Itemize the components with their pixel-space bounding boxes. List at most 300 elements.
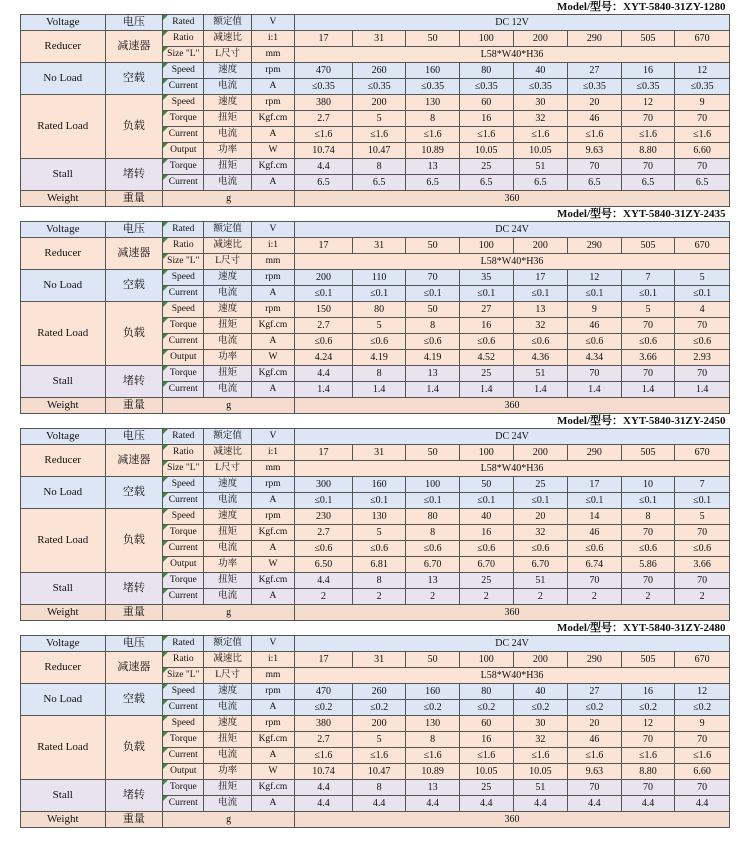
spec-table — [20, 0, 730, 207]
rated-speed-cell: 4 — [675, 302, 730, 318]
unit-label: rpm — [251, 302, 294, 318]
rated-torque-cell: 8 — [406, 525, 460, 541]
rated-torque-cell: 5 — [352, 525, 406, 541]
rated-current-cell: ≤1.6 — [459, 127, 513, 143]
param-label-zh: 功率 — [204, 764, 251, 780]
group-label: Weight — [21, 398, 106, 414]
rated-speed-cell: 130 — [406, 716, 460, 732]
noload-current-cell: ≤0.1 — [459, 493, 513, 509]
rated-speed-cell: 12 — [621, 95, 675, 111]
rated-output-cell: 6.50 — [295, 557, 353, 573]
noload-current-cell: ≤0.1 — [459, 286, 513, 302]
unit-label: A — [251, 796, 294, 812]
model-title: Model/型号：XYT-5840-31ZY-2480 — [21, 621, 730, 636]
rated-speed-cell: 40 — [459, 509, 513, 525]
rated-torque-cell: 16 — [459, 525, 513, 541]
weight-unit: g — [163, 191, 295, 207]
param-label-zh: 速度 — [204, 63, 251, 79]
param-label: Rated — [163, 429, 204, 445]
noload-speed-cell: 100 — [406, 477, 460, 493]
rated-torque-cell: 2.7 — [295, 525, 353, 541]
size-value: L58*W40*H36 — [295, 254, 730, 270]
stall-current-cell: 1.4 — [513, 382, 568, 398]
unit-label: mm — [251, 461, 294, 477]
noload-current-cell: ≤0.35 — [295, 79, 353, 95]
group-label: Voltage — [21, 222, 106, 238]
noload-speed-cell: 80 — [459, 684, 513, 700]
param-label: Size "L" — [163, 254, 204, 270]
stall-torque-cell: 70 — [621, 573, 675, 589]
noload-speed-cell: 50 — [459, 477, 513, 493]
rated-output-cell: 10.05 — [459, 143, 513, 159]
rated-output-cell: 9.63 — [568, 764, 622, 780]
group-label: Weight — [21, 812, 106, 828]
param-label-zh: 电流 — [204, 541, 251, 557]
rated-output-cell: 10.05 — [459, 764, 513, 780]
unit-label: A — [251, 286, 294, 302]
unit-label: Kgf.cm — [251, 573, 294, 589]
group-label: Reducer — [21, 238, 106, 270]
param-label-zh: 扭矩 — [204, 525, 251, 541]
rated-speed-cell: 14 — [568, 509, 622, 525]
rated-output-cell: 10.47 — [352, 143, 406, 159]
ratio-cell: 290 — [568, 238, 622, 254]
group-label: Reducer — [21, 31, 106, 63]
stall-current-cell: 6.5 — [513, 175, 568, 191]
rated-output-cell: 10.47 — [352, 764, 406, 780]
param-label: Current — [163, 541, 204, 557]
noload-current-cell: ≤0.1 — [568, 493, 622, 509]
rated-output-cell: 10.89 — [406, 764, 460, 780]
rated-output-cell: 10.05 — [513, 764, 568, 780]
param-label-zh: L尺寸 — [204, 461, 251, 477]
unit-label: Kgf.cm — [251, 366, 294, 382]
param-label-zh: 速度 — [204, 684, 251, 700]
rated-speed-cell: 9 — [675, 95, 730, 111]
param-label-zh: 额定值 — [204, 15, 251, 31]
unit-label: A — [251, 127, 294, 143]
param-label: Current — [163, 796, 204, 812]
rated-speed-row — [21, 716, 730, 732]
rated-current-cell: ≤0.6 — [621, 541, 675, 557]
rated-torque-cell: 16 — [459, 111, 513, 127]
rated-torque-cell: 2.7 — [295, 318, 353, 334]
weight-unit: g — [163, 398, 295, 414]
stall-current-cell: 4.4 — [621, 796, 675, 812]
param-label: Current — [163, 748, 204, 764]
stall-torque-cell: 25 — [459, 573, 513, 589]
param-label: Torque — [163, 732, 204, 748]
spec-table — [20, 207, 730, 414]
stall-torque-cell: 13 — [406, 159, 460, 175]
noload-current-cell: ≤0.35 — [568, 79, 622, 95]
rated-current-cell: ≤0.6 — [568, 541, 622, 557]
noload-speed-cell: 80 — [459, 63, 513, 79]
group-label-zh: 重量 — [105, 605, 163, 621]
param-label: Current — [163, 286, 204, 302]
stall-current-cell: 2 — [406, 589, 460, 605]
rated-torque-cell: 70 — [621, 111, 675, 127]
unit-label: i:1 — [251, 445, 294, 461]
unit-label: rpm — [251, 509, 294, 525]
unit-label: W — [251, 764, 294, 780]
noload-speed-cell: 12 — [675, 684, 730, 700]
ratio-cell: 505 — [621, 652, 675, 668]
voltage-row — [21, 15, 730, 31]
ratio-cell: 31 — [352, 445, 406, 461]
stall-torque-cell: 8 — [352, 159, 406, 175]
noload-speed-cell: 35 — [459, 270, 513, 286]
group-label-zh: 堵转 — [105, 366, 163, 398]
param-label-zh: 电流 — [204, 748, 251, 764]
model-title: Model/型号：XYT-5840-31ZY-1280 — [21, 0, 730, 15]
param-label: Size "L" — [163, 47, 204, 63]
rated-speed-cell: 200 — [352, 95, 406, 111]
param-label-zh: 电流 — [204, 79, 251, 95]
param-label-zh: 减速比 — [204, 652, 251, 668]
group-label: Stall — [21, 780, 106, 812]
ratio-cell: 100 — [459, 445, 513, 461]
model-title: Model/型号：XYT-5840-31ZY-2450 — [21, 414, 730, 429]
stall-torque-cell: 70 — [568, 573, 622, 589]
rated-torque-cell: 2.7 — [295, 732, 353, 748]
noload-speed-cell: 16 — [621, 63, 675, 79]
rated-torque-cell: 5 — [352, 111, 406, 127]
rated-speed-row — [21, 95, 730, 111]
param-label-zh: 电流 — [204, 175, 251, 191]
ratio-cell: 670 — [675, 445, 730, 461]
stall-torque-cell: 70 — [621, 159, 675, 175]
noload-current-cell: ≤0.1 — [621, 493, 675, 509]
size-value: L58*W40*H36 — [295, 47, 730, 63]
rated-torque-cell: 32 — [513, 732, 568, 748]
group-label: Voltage — [21, 15, 106, 31]
param-label-zh: 扭矩 — [204, 780, 251, 796]
param-label-zh: 电流 — [204, 700, 251, 716]
stall-torque-cell: 25 — [459, 366, 513, 382]
ratio-cell: 50 — [406, 31, 460, 47]
unit-label: Kgf.cm — [251, 780, 294, 796]
stall-torque-row — [21, 780, 730, 796]
group-label: Weight — [21, 605, 106, 621]
rated-output-cell: 10.89 — [406, 143, 460, 159]
rated-speed-row — [21, 302, 730, 318]
unit-label: rpm — [251, 684, 294, 700]
noload-current-cell: ≤0.35 — [406, 79, 460, 95]
param-label-zh: L尺寸 — [204, 47, 251, 63]
group-label-zh: 电压 — [105, 429, 163, 445]
noload-speed-cell: 12 — [675, 63, 730, 79]
rated-speed-cell: 27 — [459, 302, 513, 318]
rated-current-cell: ≤0.6 — [513, 541, 568, 557]
rated-torque-cell: 70 — [621, 732, 675, 748]
param-label-zh: L尺寸 — [204, 254, 251, 270]
noload-speed-cell: 40 — [513, 63, 568, 79]
stall-torque-cell: 51 — [513, 159, 568, 175]
rated-current-cell: ≤0.6 — [406, 541, 460, 557]
noload-current-cell: ≤0.1 — [295, 493, 353, 509]
param-label: Torque — [163, 573, 204, 589]
rated-speed-cell: 13 — [513, 302, 568, 318]
group-label: No Load — [21, 63, 106, 95]
unit-label: W — [251, 557, 294, 573]
param-label: Torque — [163, 159, 204, 175]
group-label-zh: 减速器 — [105, 31, 163, 63]
param-label: Speed — [163, 95, 204, 111]
weight-unit: g — [163, 605, 295, 621]
rated-torque-cell: 70 — [621, 318, 675, 334]
rated-speed-cell: 9 — [675, 716, 730, 732]
noload-speed-row — [21, 684, 730, 700]
stall-torque-cell: 8 — [352, 366, 406, 382]
rated-output-cell: 4.24 — [295, 350, 353, 366]
rated-output-cell: 4.36 — [513, 350, 568, 366]
voltage-value: DC 24V — [295, 636, 730, 652]
rated-speed-cell: 130 — [352, 509, 406, 525]
rated-output-cell: 6.60 — [675, 143, 730, 159]
param-label: Ratio — [163, 238, 204, 254]
rated-current-cell: ≤1.6 — [352, 127, 406, 143]
weight-row — [21, 191, 730, 207]
param-label: Torque — [163, 318, 204, 334]
rated-torque-cell: 46 — [568, 318, 622, 334]
noload-speed-cell: 25 — [513, 477, 568, 493]
param-label-zh: 扭矩 — [204, 159, 251, 175]
param-label-zh: 电流 — [204, 493, 251, 509]
stall-current-cell: 4.4 — [513, 796, 568, 812]
param-label-zh: 扭矩 — [204, 573, 251, 589]
param-label-zh: 减速比 — [204, 31, 251, 47]
stall-torque-cell: 70 — [621, 366, 675, 382]
unit-label: Kgf.cm — [251, 159, 294, 175]
rated-speed-cell: 200 — [352, 716, 406, 732]
noload-speed-cell: 300 — [295, 477, 353, 493]
param-label: Ratio — [163, 31, 204, 47]
rated-output-cell: 10.74 — [295, 143, 353, 159]
param-label: Rated — [163, 15, 204, 31]
group-label-zh: 重量 — [105, 398, 163, 414]
noload-speed-cell: 200 — [295, 270, 353, 286]
ratio-cell: 200 — [513, 238, 568, 254]
rated-torque-cell: 5 — [352, 732, 406, 748]
stall-current-cell: 1.4 — [621, 382, 675, 398]
unit-label: i:1 — [251, 238, 294, 254]
rated-current-cell: ≤0.6 — [459, 334, 513, 350]
noload-current-cell: ≤0.35 — [675, 79, 730, 95]
noload-current-cell: ≤0.2 — [406, 700, 460, 716]
param-label-zh: 电流 — [204, 286, 251, 302]
spec-table — [20, 414, 730, 621]
noload-current-cell: ≤0.1 — [675, 286, 730, 302]
noload-current-cell: ≤0.2 — [568, 700, 622, 716]
rated-torque-cell: 8 — [406, 732, 460, 748]
group-label-zh: 负载 — [105, 509, 163, 573]
weight-value: 360 — [295, 605, 730, 621]
rated-current-cell: ≤1.6 — [675, 127, 730, 143]
ratio-cell: 200 — [513, 445, 568, 461]
param-label: Speed — [163, 477, 204, 493]
rated-speed-row — [21, 509, 730, 525]
param-label-zh: 速度 — [204, 302, 251, 318]
param-label: Rated — [163, 222, 204, 238]
rated-speed-cell: 380 — [295, 716, 353, 732]
rated-torque-cell: 8 — [406, 111, 460, 127]
unit-label: A — [251, 493, 294, 509]
ratio-cell: 31 — [352, 652, 406, 668]
unit-label: mm — [251, 47, 294, 63]
param-label-zh: 扭矩 — [204, 318, 251, 334]
rated-output-cell: 6.70 — [459, 557, 513, 573]
rated-output-cell: 6.70 — [513, 557, 568, 573]
noload-speed-cell: 7 — [621, 270, 675, 286]
rated-current-cell: ≤0.6 — [459, 541, 513, 557]
param-label: Current — [163, 127, 204, 143]
stall-current-cell: 1.4 — [406, 382, 460, 398]
rated-current-cell: ≤1.6 — [295, 748, 353, 764]
group-label-zh: 负载 — [105, 95, 163, 159]
rated-speed-cell: 12 — [621, 716, 675, 732]
rated-speed-cell: 150 — [295, 302, 353, 318]
param-label: Torque — [163, 366, 204, 382]
param-label: Speed — [163, 716, 204, 732]
rated-speed-cell: 60 — [459, 716, 513, 732]
stall-torque-cell: 70 — [675, 159, 730, 175]
rated-current-cell: ≤1.6 — [621, 127, 675, 143]
stall-current-cell: 6.5 — [352, 175, 406, 191]
weight-value: 360 — [295, 812, 730, 828]
param-label: Speed — [163, 270, 204, 286]
param-label: Current — [163, 79, 204, 95]
noload-speed-cell: 16 — [621, 684, 675, 700]
ratio-row — [21, 652, 730, 668]
param-label: Current — [163, 334, 204, 350]
rated-current-cell: ≤0.6 — [352, 334, 406, 350]
model-row — [21, 414, 730, 429]
ratio-cell: 50 — [406, 652, 460, 668]
unit-label: A — [251, 700, 294, 716]
stall-torque-cell: 13 — [406, 780, 460, 796]
param-label-zh: 电流 — [204, 382, 251, 398]
ratio-cell: 200 — [513, 31, 568, 47]
stall-current-cell: 6.5 — [675, 175, 730, 191]
rated-current-cell: ≤1.6 — [295, 127, 353, 143]
group-label: Rated Load — [21, 716, 106, 780]
noload-speed-cell: 470 — [295, 684, 353, 700]
stall-current-cell: 6.5 — [459, 175, 513, 191]
param-label-zh: L尺寸 — [204, 668, 251, 684]
stall-current-cell: 2 — [675, 589, 730, 605]
param-label-zh: 功率 — [204, 350, 251, 366]
stall-current-cell: 4.4 — [675, 796, 730, 812]
stall-torque-cell: 25 — [459, 780, 513, 796]
param-label: Speed — [163, 509, 204, 525]
stall-torque-cell: 4.4 — [295, 573, 353, 589]
rated-torque-cell: 70 — [621, 525, 675, 541]
group-label-zh: 电压 — [105, 222, 163, 238]
noload-speed-cell: 10 — [621, 477, 675, 493]
rated-torque-cell: 32 — [513, 318, 568, 334]
ratio-cell: 505 — [621, 238, 675, 254]
stall-torque-cell: 8 — [352, 780, 406, 796]
rated-current-cell: ≤0.6 — [295, 334, 353, 350]
rated-torque-cell: 46 — [568, 525, 622, 541]
rated-output-cell: 6.60 — [675, 764, 730, 780]
noload-current-cell: ≤0.2 — [295, 700, 353, 716]
rated-output-cell: 8.80 — [621, 764, 675, 780]
unit-label: i:1 — [251, 652, 294, 668]
param-label-zh: 电流 — [204, 334, 251, 350]
noload-speed-cell: 70 — [406, 270, 460, 286]
param-label-zh: 电流 — [204, 127, 251, 143]
rated-current-cell: ≤1.6 — [621, 748, 675, 764]
noload-current-cell: ≤0.35 — [513, 79, 568, 95]
ratio-cell: 17 — [295, 445, 353, 461]
rated-output-cell: 6.70 — [406, 557, 460, 573]
ratio-cell: 50 — [406, 238, 460, 254]
param-label-zh: 减速比 — [204, 238, 251, 254]
ratio-row — [21, 238, 730, 254]
noload-current-cell: ≤0.35 — [459, 79, 513, 95]
stall-current-cell: 1.4 — [568, 382, 622, 398]
ratio-row — [21, 445, 730, 461]
unit-label: W — [251, 143, 294, 159]
rated-speed-cell: 230 — [295, 509, 353, 525]
unit-label: rpm — [251, 63, 294, 79]
rated-torque-cell: 46 — [568, 732, 622, 748]
rated-output-cell: 4.19 — [352, 350, 406, 366]
noload-speed-cell: 160 — [406, 63, 460, 79]
noload-speed-cell: 40 — [513, 684, 568, 700]
param-label: Speed — [163, 302, 204, 318]
group-label: Voltage — [21, 429, 106, 445]
rated-speed-cell: 30 — [513, 95, 568, 111]
stall-torque-cell: 25 — [459, 159, 513, 175]
stall-current-cell: 1.4 — [459, 382, 513, 398]
rated-speed-cell: 60 — [459, 95, 513, 111]
stall-current-cell: 2 — [352, 589, 406, 605]
rated-output-cell: 4.52 — [459, 350, 513, 366]
unit-label: V — [251, 636, 294, 652]
stall-torque-cell: 70 — [675, 366, 730, 382]
noload-current-cell: ≤0.35 — [621, 79, 675, 95]
stall-torque-cell: 70 — [568, 780, 622, 796]
rated-torque-cell: 32 — [513, 111, 568, 127]
noload-current-cell: ≤0.1 — [513, 493, 568, 509]
param-label: Size "L" — [163, 461, 204, 477]
weight-row — [21, 812, 730, 828]
noload-current-cell: ≤0.2 — [459, 700, 513, 716]
noload-speed-cell: 160 — [406, 684, 460, 700]
rated-current-cell: ≤1.6 — [406, 127, 460, 143]
ratio-cell: 17 — [295, 31, 353, 47]
rated-speed-cell: 130 — [406, 95, 460, 111]
group-label-zh: 重量 — [105, 191, 163, 207]
param-label: Output — [163, 350, 204, 366]
stall-current-cell: 4.4 — [406, 796, 460, 812]
rated-torque-cell: 32 — [513, 525, 568, 541]
unit-label: A — [251, 382, 294, 398]
stall-torque-cell: 70 — [675, 573, 730, 589]
weight-value: 360 — [295, 191, 730, 207]
group-label-zh: 负载 — [105, 716, 163, 780]
rated-current-cell: ≤1.6 — [513, 748, 568, 764]
ratio-cell: 17 — [295, 238, 353, 254]
noload-current-cell: ≤0.1 — [568, 286, 622, 302]
param-label: Output — [163, 557, 204, 573]
rated-output-cell: 6.74 — [568, 557, 622, 573]
weight-value: 360 — [295, 398, 730, 414]
stall-torque-cell: 13 — [406, 366, 460, 382]
